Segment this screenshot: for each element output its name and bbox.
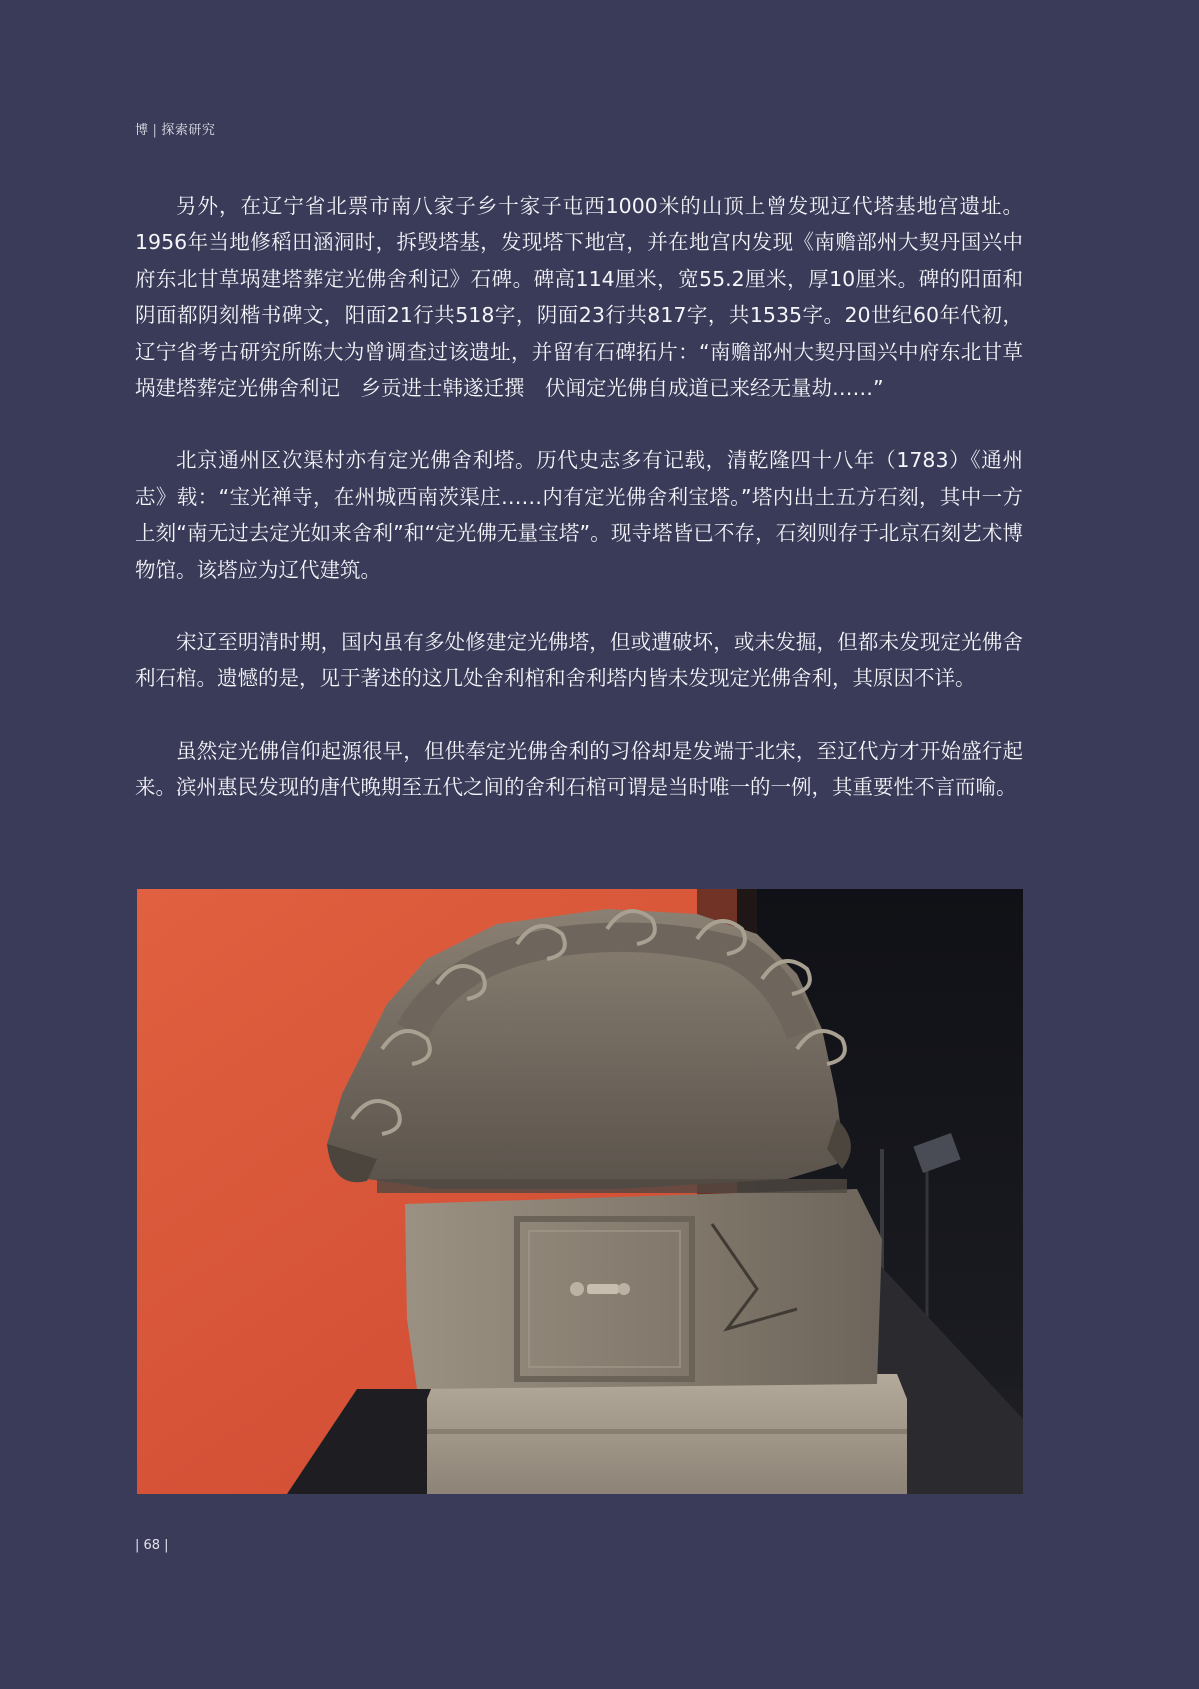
article-body — [135, 188, 1023, 842]
paragraph-song-liao-ming-qing: 宋辽至明清时期，国内虽有多处修建定光佛塔，但或遭破坏，或未发掘，但都未发现定光佛舍利石棺。遗憾的是，见于著述的这几处舍利棺和舍利塔内皆未发现定光佛舍利，其原因不详。 — [135, 630, 1023, 691]
paragraph-beipiao-pagoda: 另外，在辽宁省北票市南八家子乡十家子屯西1000米的山顶上曾发现辽代塔基地宫遗址。1956年当地修稻田涵洞时，拆毁塔基，发现塔下地宫，并在地宫内发现《南赡部州大契丹国兴中府东北甘草埚建塔葬定光佛舍利记》石碑。碑高114厘米，宽55.2厘米，厚10厘米。碑的阳面和阴面都阴刻楷书碑文，阳面21行共518字，阴面23行共817字，共1535字。20世纪60年代初，辽宁省考古研究所陈大为曾调查过该遗址，并留有石碑拓片：“南赡部州大契丹国兴中府东北甘草埚建塔葬定光佛舍利记 乡贡进士韩遂迁撰 伏闻定光佛自成道已来经无量劫……” — [135, 194, 1023, 401]
page-number: | 68 | — [135, 1538, 169, 1553]
section-header — [135, 119, 215, 138]
section-title: 探索研究 — [161, 123, 216, 138]
paragraph-significance: 虽然定光佛信仰起源很早，但供奉定光佛舍利的习俗却是发端于北宋，至辽代方才开始盛行起来。滨州惠民发现的唐代晚期至五代之间的舍利石棺可谓是当时唯一的一例，其重要性不言而喻。 — [135, 738, 1023, 800]
reliquary-photo — [137, 889, 1023, 1494]
paragraph-tongzhou-pagoda: 北京通州区次渠村亦有定光佛舍利塔。历代史志多有记载，清乾隆四十八年（1783）《通州志》载：“宝光禅寺，在州城西南茨渠庄……内有定光佛舍利宝塔。”塔内出土五方石刻，其中一方上刻“南无过去定光如来舍利”和“定光佛无量宝塔”。现寺塔皆已不存，石刻则存于北京石刻艺术博物馆。该塔应为辽代建筑。 — [135, 448, 1023, 582]
header-separator: | — [152, 123, 158, 138]
lock-icon — [570, 1282, 630, 1296]
section-mark: 博 — [135, 123, 149, 138]
reliquary-illustration — [137, 889, 1023, 1494]
lid-shadow — [377, 1179, 847, 1193]
